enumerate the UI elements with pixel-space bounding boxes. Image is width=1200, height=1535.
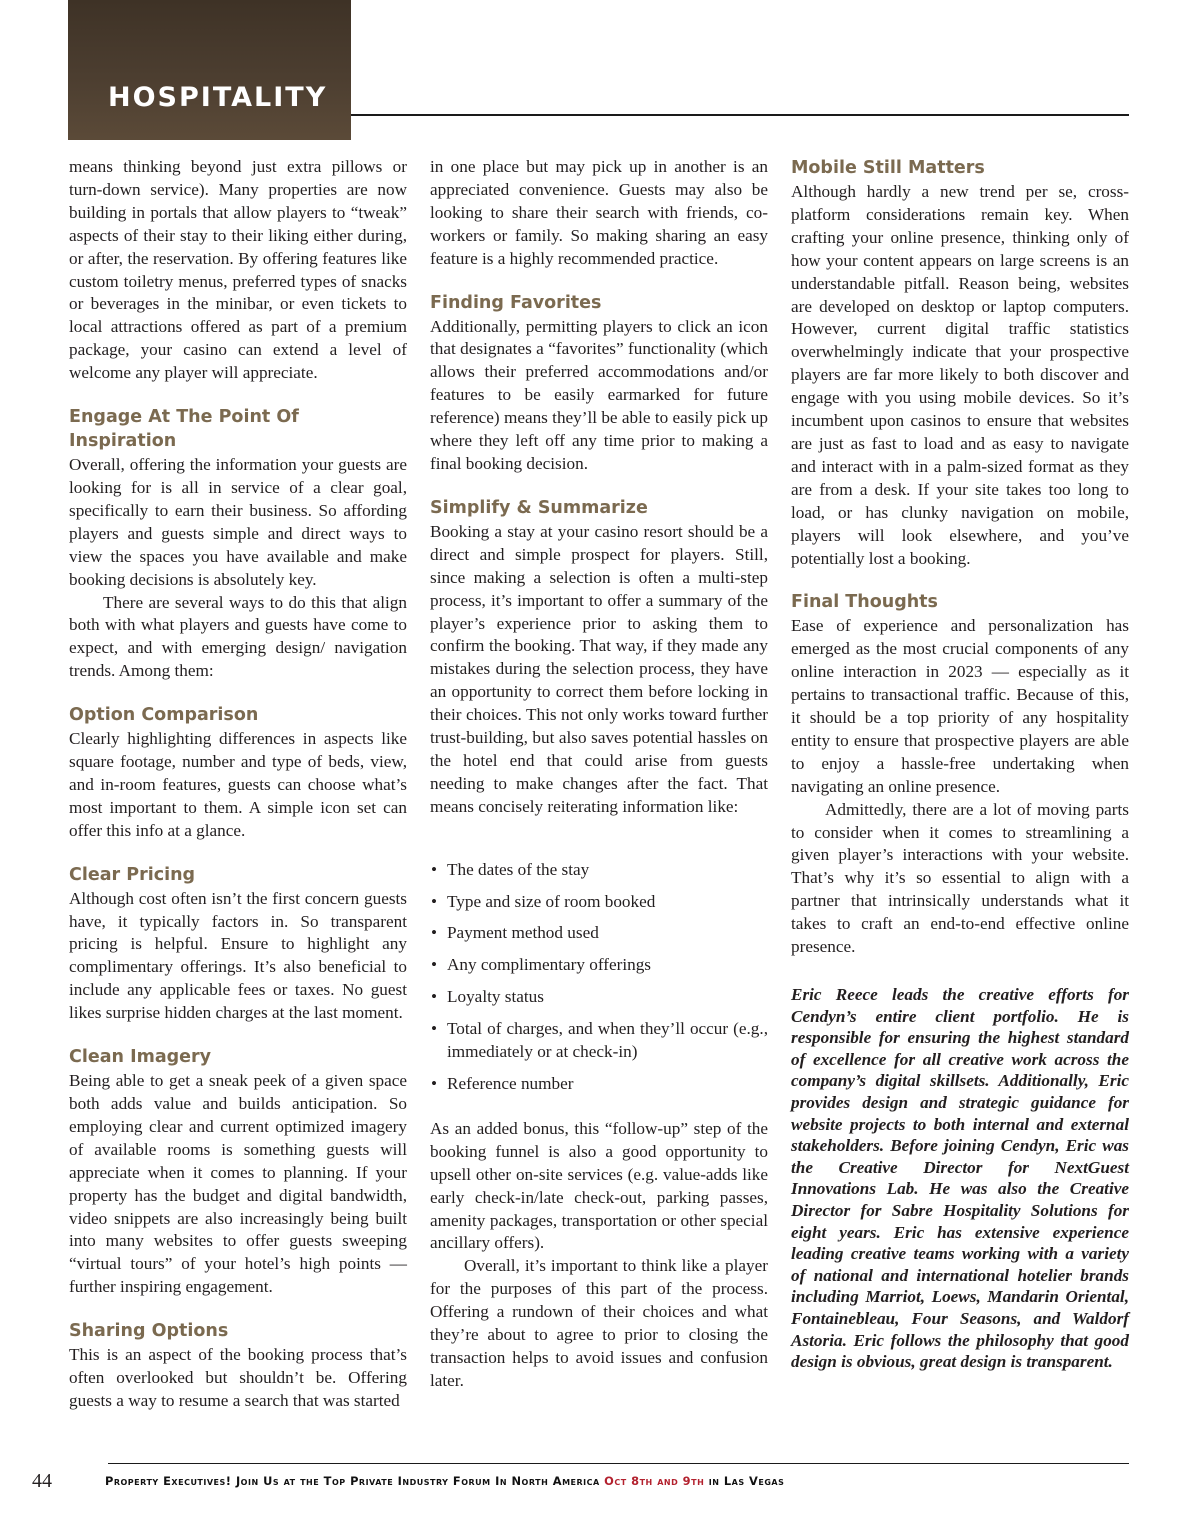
heading-sharing-options: Sharing Options <box>69 1321 229 1342</box>
paragraph-sharing-continued: in one place but may pick up in another is an appreciated convenience. Guests may also be looking to share their search with friends, co-workers or family. So making sharing an easy feature is a highly recommended practice. <box>430 157 768 268</box>
paragraph-final-thoughts-2: Admittedly, there are a lot of moving parts to consider when it comes to streamlining a given player’s interactions with your website. That’s why it’s so essential to align with a partner that intrinsically understands what it takes to craft an end-to-end effective online presence. <box>791 799 1129 957</box>
article-column-3 <box>791 156 1129 1373</box>
article-column-2 <box>430 156 768 1393</box>
heading-finding-favorites: Finding Favorites <box>430 292 602 313</box>
footer-promo-lead: Property Executives! Join Us at the Top Private Industry Forum In North America <box>105 1474 605 1488</box>
heading-option-comparison: Option Comparison <box>69 705 259 726</box>
list-item: • Total of charges, and when they’ll occur (e.g., immediately or at check-in) <box>431 1019 768 1062</box>
heading-mobile-still-matters: Mobile Still Matters <box>791 158 985 178</box>
list-item: • The dates of the stay <box>430 859 768 882</box>
list-item: • Type and size of room booked <box>430 891 768 914</box>
bullet-icon: • <box>431 1019 438 1039</box>
heading-clear-pricing: Clear Pricing <box>69 864 196 885</box>
paragraph-option-comparison: Clearly highlighting differences in aspects like square footage, number and type of beds, view, and in-room features, guests can choose what’s most important to them. A simple icon set can offer this info at a glance. <box>69 729 407 840</box>
paragraph-engage-1: Overall, offering the information your guests are looking for is all in service of a clear goal, specifically to earn their business. So affording players and guests simple and direct ways to view the spaces you have available and make booking decisions is absolutely key. <box>69 455 407 589</box>
bullet-icon: • <box>431 859 438 879</box>
paragraph-added-bonus: As an added bonus, this “follow-up” step of the booking funnel is also a good opportunity to upsell other on-site services (e.g. value-adds like early check-in/late check-out, parking passes, amenity packages, transportation or other special ancillary offers). <box>430 1118 768 1253</box>
list-item: • Reference number <box>430 1073 768 1096</box>
bullet-icon: • <box>431 955 438 975</box>
footer-promo-dates: Oct 8th and 9th <box>604 1474 705 1488</box>
booking-summary-list <box>430 859 768 1096</box>
heading-simplify-summarize: Simplify & Summarize <box>430 497 648 518</box>
paragraph-mobile-still-matters: Although hardly a new trend per se, cross-platform considerations remain key. When crafting your online presence, thinking only of how your content appears on large screens is an understandable pitfall. Reason being, websites are developed on desktop or laptop computers. However, current digital traffic statistics overwhelmingly indicate that your prospective players are far more likely to both discover and engage with you using mobile devices. So it’s incumbent upon casinos to ensure that websites are just as fast to load and as easy to navigate and interact with in a palm-sized format as they are from a desk. If your site takes too long to load, or has clunky navigation on mobile, players will look elsewhere, and you’ve potentially lost a booking. <box>791 182 1129 568</box>
paragraph-finding-favorites: Additionally, permitting players to click an icon that designates a “favorites” functionality (which allows their preferred accommodations and/or features to be easily earmarked for future reference) means they’ll be able to easily pick up where they left off any time prior to making a final booking decision. <box>430 316 768 473</box>
section-header-block <box>68 0 351 140</box>
list-item: • Payment method used <box>430 922 768 945</box>
paragraph-clean-imagery: Being able to get a sneak peek of a given space both adds value and builds anticipation. So employing clear and current optimized imagery of available rooms is something guests will appreciate when it comes to planning. If your property has the budget and digital bandwidth, video snippets are also increasingly being built into many websites to offer guests sweeping “virtual tours” of your hotel’s high points — further inspiring engagement. <box>69 1071 407 1297</box>
footer-rule <box>108 1463 1129 1464</box>
footer-promo <box>105 1474 1135 1488</box>
header-rule <box>351 114 1129 116</box>
heading-final-thoughts: Final Thoughts <box>791 592 938 613</box>
paragraph-overall: Overall, it’s important to think like a player for the purposes of this part of the process. Offering a rundown of their choices and what they’re about to agree to prior to closing the transaction helps to avoid issues and confusion later. <box>430 1256 768 1390</box>
paragraph-simplify-summarize: Booking a stay at your casino resort should be a direct and simple prospect for players. Still, since making a selection is often a multi-step process, it’s important to offer a summary of the player’s experience prior to asking them to confirm the booking. That way, if they made any mistakes during the selection process, they have an opportunity to correct them before locking in their choices. This not only works toward further trust-building, but also saves potential hassles on the hotel end that could arise from guests needing to make changes after the fact. That means concisely reiterating information like: <box>430 521 768 816</box>
paragraph-clear-pricing: Although cost often isn’t the first concern guests have, it typically factors in. So transparent pricing is helpful. Ensure to highlight any complimentary offerings. It’s also beneficial to include any applicable fees or taxes. No guest likes surprise hidden charges at the last moment. <box>69 888 407 1023</box>
section-tag: HOSPITALITY <box>108 82 328 113</box>
footer-promo-tail: in Las Vegas <box>704 1474 785 1488</box>
list-item: • Any complimentary offerings <box>430 954 768 977</box>
author-bio: Eric Reece leads the creative efforts for Cendyn’s entire client portfolio. He is responsible for ensuring the highest standard of excellence for all creative work across the company’s digital skillsets. Additionally, Eric provides design and strategic guidance for website projects to both internal and external stakeholders. Before joining Cendyn, Eric was the Creative Director for NextGuest Innovations Lab. He was also the Creative Director for Sabre Hospitality Solutions for eight years. Eric has extensive experience leading creative teams working with a variety of national and international hotelier brands including Marriot, Loews, Mandarin Oriental, Fontainebleau, Four Seasons, and Waldorf Astoria. Eric follows the philosophy that good design is obvious, great design is transparent. <box>791 985 1129 1372</box>
paragraph-final-thoughts-1: Ease of experience and personalization has emerged as the most crucial components of any online interaction in 2023 — especially as it pertains to transactional traffic. Because of this, it should be a top priority of any hospitality entity to ensure that prospective players are able to enjoy a hassle-free undertaking when navigating an online presence. <box>791 616 1129 796</box>
bullet-icon: • <box>431 1074 438 1093</box>
article-column-1 <box>69 156 407 1413</box>
bullet-icon: • <box>431 891 438 911</box>
heading-clean-imagery: Clean Imagery <box>69 1047 212 1068</box>
list-item: • Loyalty status <box>430 986 768 1009</box>
paragraph-sharing-options: This is an aspect of the booking process that’s often overlooked but shouldn’t be. Offering guests a way to resume a search that was started <box>69 1345 407 1410</box>
paragraph-intro: means thinking beyond just extra pillows or turn-down service). Many properties are now building in portals that allow players to “tweak” aspects of their stay to their liking either during, or after, the reservation. By offering features like custom toiletry menus, preferred types of snacks or beverages in the minibar, or even tickets to local attractions offered as part of a premium package, your casino can extend a level of welcome any player will appreciate. <box>69 157 407 383</box>
bullet-icon: • <box>431 987 438 1007</box>
heading-engage: Engage At The Point Of Inspiration <box>69 407 299 452</box>
paragraph-engage-2: There are several ways to do this that align both with what players and guests have come to expect, and with emerging design/ navigation trends. Among them: <box>69 592 407 681</box>
page-number: 44 <box>32 1470 52 1492</box>
bullet-icon: • <box>431 923 438 943</box>
